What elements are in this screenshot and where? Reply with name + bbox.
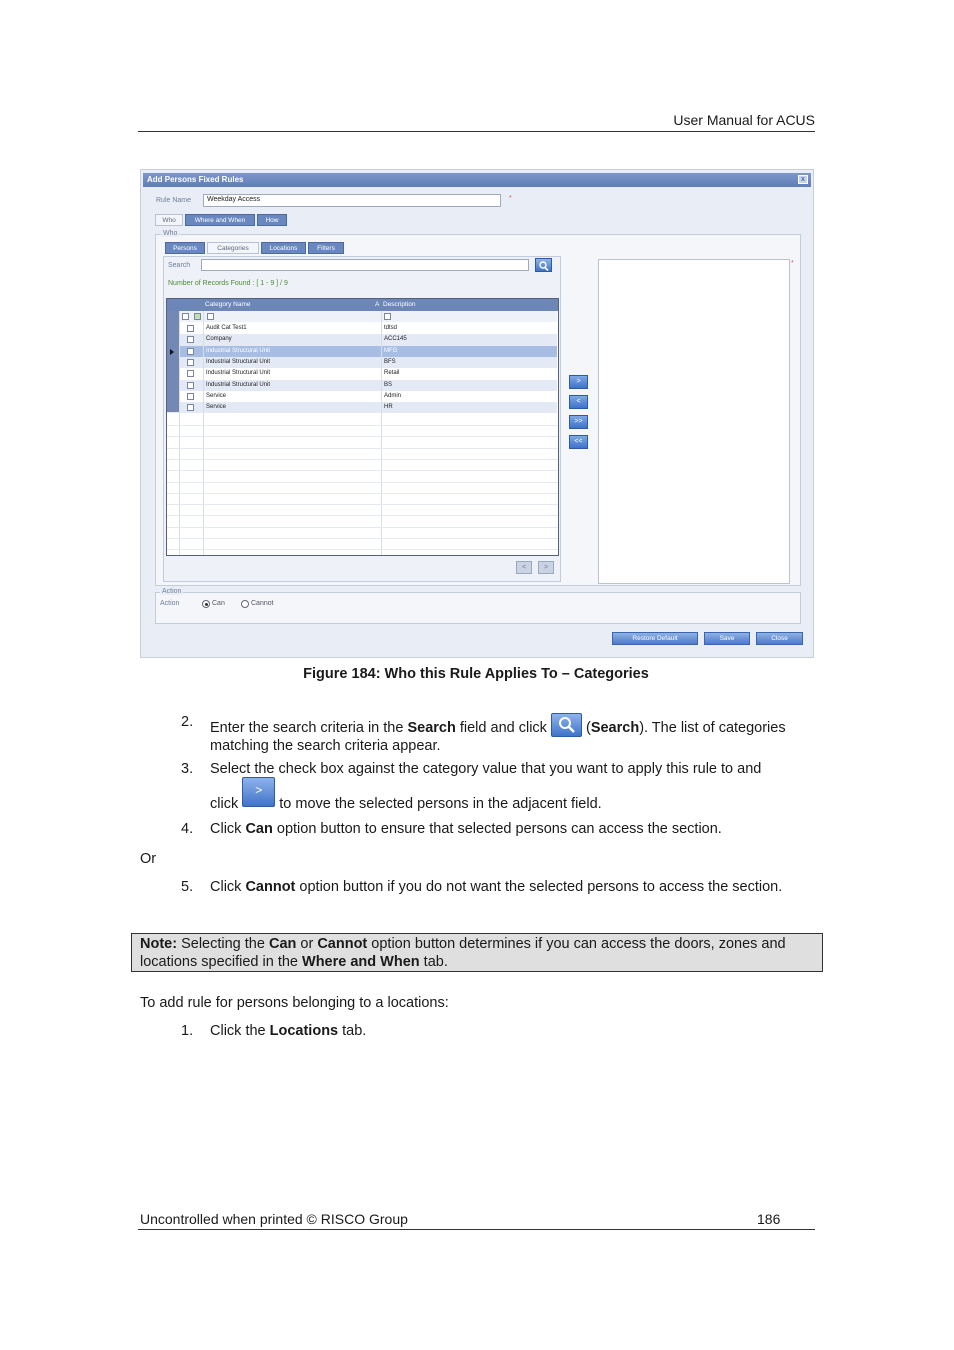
description-filter-field[interactable] <box>384 313 391 320</box>
bold-term: Search <box>590 720 640 736</box>
step-number: 2. <box>181 714 194 730</box>
search-label: Search <box>168 262 191 269</box>
tab-categories[interactable]: Categories <box>207 242 259 254</box>
step-4-text <box>210 820 810 838</box>
filter-toggle[interactable] <box>194 313 201 320</box>
who-legend: Who <box>163 230 178 237</box>
step-text: Click <box>210 879 246 895</box>
header-rule <box>138 131 815 132</box>
table-row[interactable] <box>167 346 557 357</box>
records-found: Number of Records Found : [ 1 - 9 ] / 9 <box>168 280 288 287</box>
tab-locations[interactable]: Locations <box>261 242 306 254</box>
move-right-button[interactable]: > <box>569 375 588 389</box>
step-3-line-1: Select the check box against the category value that you want to apply this rule to and <box>210 761 762 777</box>
table-row[interactable] <box>167 368 557 379</box>
tab-where-and-when[interactable]: Where and When <box>185 214 255 226</box>
step-text: Click the <box>210 1023 270 1039</box>
grid-line <box>179 311 180 556</box>
move-left-button[interactable]: < <box>569 395 588 409</box>
move-all-left-button[interactable]: << <box>569 435 588 449</box>
row-checkbox[interactable] <box>187 370 194 377</box>
note-text: or <box>296 936 318 952</box>
note-box <box>131 933 823 972</box>
grid-line <box>203 311 204 556</box>
note-text: Selecting the <box>177 936 269 952</box>
row-checkbox[interactable] <box>187 359 194 366</box>
search-icon <box>536 260 551 272</box>
dialog-screenshot <box>140 169 814 658</box>
row-checkbox[interactable] <box>187 404 194 411</box>
step-text: option button to ensure that selected persons can access the section. <box>272 821 722 837</box>
sort-icon[interactable]: A <box>375 301 380 308</box>
running-header: User Manual for ACUS <box>673 112 815 128</box>
tab-how[interactable]: How <box>257 214 287 226</box>
note-text: option button determines if you can access the doors, zones and locations specified in the <box>140 936 786 970</box>
note-label: Note: <box>140 936 178 952</box>
category-name-cell: Service <box>206 404 227 411</box>
required-mark: * <box>791 260 794 267</box>
bold-term: Can <box>245 821 273 837</box>
action-legend: Action <box>162 588 182 595</box>
current-row-icon <box>170 349 174 355</box>
description-cell: MFG <box>384 347 398 354</box>
table-row[interactable] <box>167 402 557 413</box>
grid-line <box>381 311 382 556</box>
description-cell: HR <box>384 404 393 411</box>
page-number: 186 <box>757 1211 781 1227</box>
step-number: 3. <box>181 761 194 777</box>
step-text: Click <box>210 821 246 837</box>
category-name-cell: Industrial Structural Unit <box>206 347 271 354</box>
can-radio[interactable] <box>202 600 210 608</box>
step-number: 5. <box>181 879 194 895</box>
step-number: 1. <box>181 1023 194 1039</box>
row-checkbox[interactable] <box>187 382 194 389</box>
search-button-icon <box>551 713 582 737</box>
bold-term: Where and When <box>302 954 420 970</box>
figure-caption: Figure 184: Who this Rule Applies To – Categories <box>303 666 649 682</box>
table-row[interactable] <box>167 391 557 402</box>
grid-line <box>167 515 559 516</box>
category-filter-field[interactable] <box>207 313 214 320</box>
step-text: option button if you do not want the selected persons to access the section. <box>295 879 783 895</box>
grid-line <box>167 448 559 449</box>
description-cell: BFS <box>384 358 396 365</box>
row-checkbox[interactable] <box>187 393 194 400</box>
search-button[interactable] <box>535 258 552 272</box>
grid-line <box>167 549 559 550</box>
column-description[interactable]: Description <box>383 301 416 308</box>
close-button[interactable]: Close <box>756 632 803 645</box>
category-name-cell: Audit Cat Test1 <box>206 325 247 331</box>
description-cell: tdtsd <box>384 325 398 331</box>
step-number: 4. <box>181 821 194 837</box>
bold-term: Search <box>407 720 456 736</box>
intro-paragraph: To add rule for persons belonging to a locations: <box>140 995 449 1011</box>
bold-term: Cannot <box>245 879 296 895</box>
row-checkbox[interactable] <box>187 336 194 343</box>
dialog-titlebar <box>143 173 811 187</box>
step-text: click <box>210 796 243 812</box>
grid-header <box>167 299 559 311</box>
categories-grid <box>166 298 559 556</box>
or-text: Or <box>140 851 157 867</box>
footer-copyright: Uncontrolled when printed © RISCO Group <box>140 1211 408 1227</box>
category-name-cell: Industrial Structural Unit <box>206 381 271 388</box>
selected-list[interactable] <box>598 259 790 584</box>
row-checkbox[interactable] <box>187 348 194 355</box>
footer-rule <box>138 1229 815 1230</box>
previous-page-button[interactable]: < <box>516 561 532 574</box>
step-text: ( <box>581 720 591 736</box>
category-name-cell: Industrial Structural Unit <box>206 370 271 377</box>
bold-term: Locations <box>269 1023 339 1039</box>
grid-line <box>167 538 559 539</box>
description-cell: BS <box>384 381 393 388</box>
grid-line <box>167 493 559 494</box>
dialog-title: Add Persons Fixed Rules <box>147 175 244 184</box>
table-row[interactable] <box>167 334 557 345</box>
step-text: Enter the search criteria in the <box>210 720 408 736</box>
tab-filters[interactable]: Filters <box>308 242 344 254</box>
row-checkbox[interactable] <box>187 325 194 332</box>
save-button[interactable]: Save <box>704 632 750 645</box>
cannot-label: Cannot <box>251 600 274 607</box>
grid-line <box>167 527 559 528</box>
grid-line <box>167 470 559 471</box>
step-3-line-2 <box>210 777 810 812</box>
can-label: Can <box>212 600 225 607</box>
table-row[interactable] <box>167 357 557 368</box>
category-name-cell: Industrial Structural Unit <box>206 358 271 365</box>
cannot-radio[interactable] <box>241 600 249 608</box>
note-text: tab. <box>419 954 448 970</box>
rule-name-label: Rule Name <box>156 197 192 204</box>
step-text: tab. <box>338 1023 367 1039</box>
category-name-cell: Service <box>206 392 227 399</box>
row-indicator-column <box>167 311 179 412</box>
search-icon <box>552 714 581 736</box>
action-label: Action <box>160 600 180 607</box>
grid-line <box>167 459 559 460</box>
grid-line <box>167 436 559 437</box>
bold-term: Can <box>268 936 297 952</box>
table-row[interactable] <box>167 380 557 391</box>
step-text: to move the selected persons in the adjacent field. <box>275 796 602 812</box>
filter-row <box>167 311 557 322</box>
category-name-cell: Company <box>206 336 232 343</box>
next-page-button[interactable]: > <box>538 561 554 574</box>
description-cell: ACC145 <box>384 336 407 343</box>
bold-term: Cannot <box>317 936 368 952</box>
step-text: ). The list of categories matching the search criteria appear. <box>210 720 786 754</box>
column-category-name[interactable]: Category Name <box>205 301 251 308</box>
action-section <box>155 592 801 624</box>
grid-line <box>167 504 559 505</box>
step-2-text <box>210 713 810 755</box>
description-cell: Admin <box>384 392 402 399</box>
tab-persons[interactable]: Persons <box>165 242 205 254</box>
move-all-right-button[interactable]: >> <box>569 415 588 429</box>
step-5-text <box>210 878 790 896</box>
description-cell: Retail <box>384 370 400 377</box>
grid-line <box>167 482 559 483</box>
restore-default-button[interactable]: Restore Default <box>612 632 698 645</box>
step-1-text <box>210 1022 810 1040</box>
radio-dot <box>205 603 208 606</box>
filter-checkbox[interactable] <box>182 313 189 320</box>
tab-who[interactable]: Who <box>155 214 183 226</box>
close-icon[interactable]: x <box>798 175 808 184</box>
move-right-button-icon: > <box>242 777 275 807</box>
table-row[interactable] <box>167 323 557 334</box>
step-text: field and click <box>455 720 551 736</box>
rule-name-input[interactable]: Weekday Access <box>203 194 501 207</box>
grid-line <box>167 425 559 426</box>
search-input[interactable] <box>201 259 529 271</box>
required-mark: * <box>509 195 512 202</box>
